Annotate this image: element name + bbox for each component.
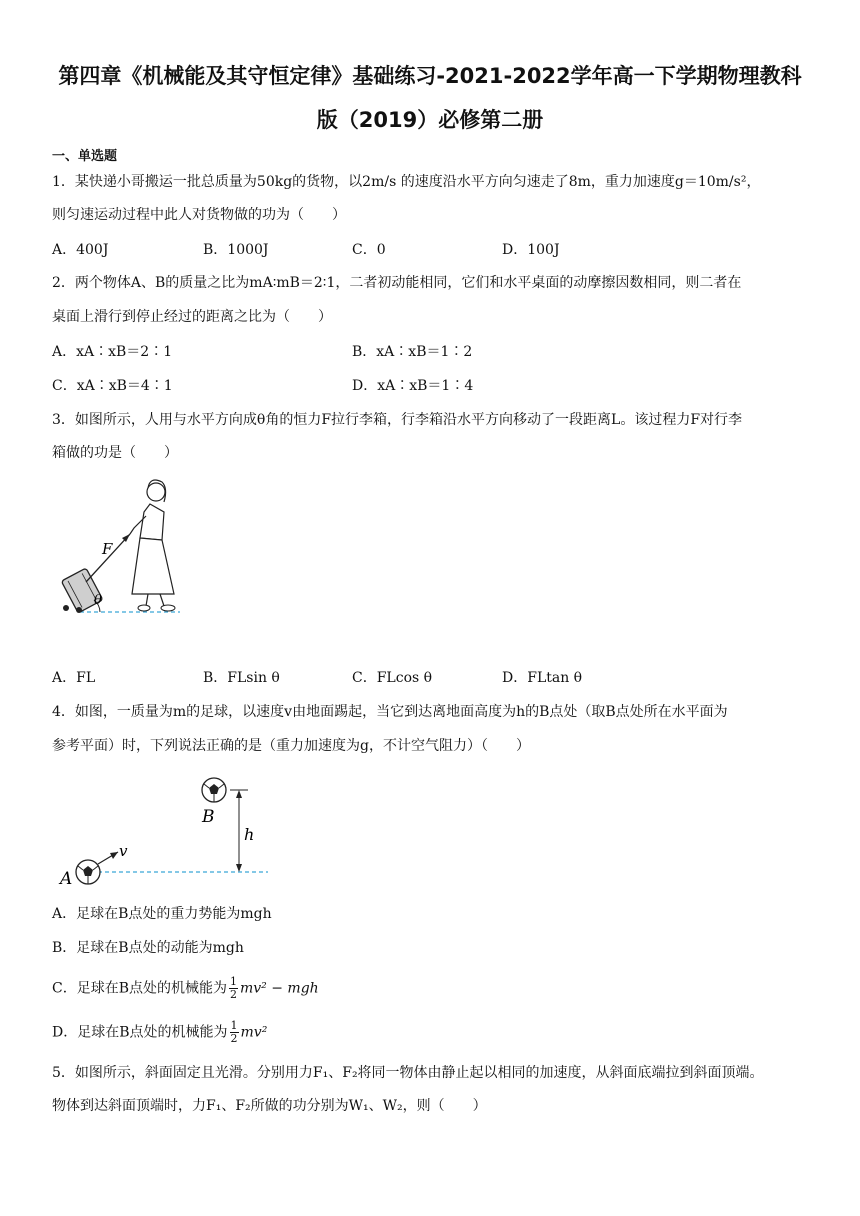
point-b-label: B (202, 807, 215, 827)
q1-option-a: A．400J (52, 242, 109, 258)
q2-stem: 2．两个物体A、B的质量之比为mA∶mB＝2∶1，二者初动能相同，它们和水平桌面的动摩擦因数相同，则二者在 (52, 275, 742, 291)
velocity-label: v (119, 842, 128, 860)
q4-option-c: C．足球在B点处的机械能为 $\frac{1}{2}$ mv² − mgh (52, 975, 319, 1001)
q4-stem: 4．如图，一质量为m的足球，以速度v由地面踢起，当它到达离地面高度为h的B点处（取B点处所在水平面为 (52, 704, 728, 720)
q2-option-a: A．xA∶xB＝2∶1 (52, 344, 173, 360)
q5-stem: 5．如图所示，斜面固定且光滑。分别用力F₁、F₂将同一物体由静止起以相同的加速度，从斜面底端拉到斜面顶端。 (52, 1065, 764, 1081)
q4-figure-football (52, 772, 282, 892)
q1-option-b: B．1000J (203, 242, 269, 258)
q3-option-d: D．FLtan θ (502, 670, 583, 686)
q2-stem-2: 桌面上滑行到停止经过的距离之比为（ ） (52, 309, 332, 325)
q2-option-c: C．xA∶xB＝4∶1 (52, 378, 173, 394)
q1-option-c: C．0 (352, 242, 386, 258)
q1-option-d: D．100J (502, 242, 560, 258)
force-label: F (102, 540, 113, 558)
q3-stem-2: 箱做的功是（ ） (52, 445, 178, 461)
q3-option-b: B．FLsin θ (203, 670, 280, 686)
q5-stem-2: 物体到达斜面顶端时，力F₁、F₂所做的功分别为W₁、W₂，则（ ） (52, 1098, 487, 1114)
page-title-line2: 版（2019）必修第二册 (316, 108, 544, 132)
q4-option-d: D．足球在B点处的机械能为 $\frac{1}{2}$ mv² (52, 1019, 268, 1045)
q2-option-b: B．xA∶xB＝1∶2 (352, 344, 473, 360)
height-label: h (244, 825, 255, 844)
page-title: 第四章《机械能及其守恒定律》基础练习-2021-2022学年高一下学期物理教科 (58, 64, 802, 88)
q4-option-b: B．足球在B点处的动能为mgh (52, 940, 244, 956)
section-heading: 一、单选题 (52, 149, 118, 164)
q1-stem: 1．某快递小哥搬运一批总质量为50kg的货物，以2m/s 的速度沿水平方向匀速走了8m，重力加速度g＝10m/s²， (52, 174, 761, 190)
point-a-label: A (60, 869, 73, 889)
q4-stem-2: 参考平面）时，下列说法正确的是（重力加速度为g，不计空气阻力）（ ） (52, 738, 530, 754)
q3-figure-woman-suitcase (52, 476, 192, 621)
q3-option-a: A．FL (52, 670, 96, 686)
angle-label: θ (94, 593, 102, 608)
q4-option-a: A．足球在B点处的重力势能为mgh (52, 906, 272, 922)
q3-option-c: C．FLcos θ (352, 670, 433, 686)
q1-stem-2: 则匀速运动过程中此人对货物做的功为（ ） (52, 207, 346, 223)
q2-option-d: D．xA∶xB＝1∶4 (352, 378, 474, 394)
q3-stem: 3．如图所示，人用与水平方向成θ角的恒力F拉行李箱，行李箱沿水平方向移动了一段距离L。该过程力F对行李 (52, 412, 743, 428)
